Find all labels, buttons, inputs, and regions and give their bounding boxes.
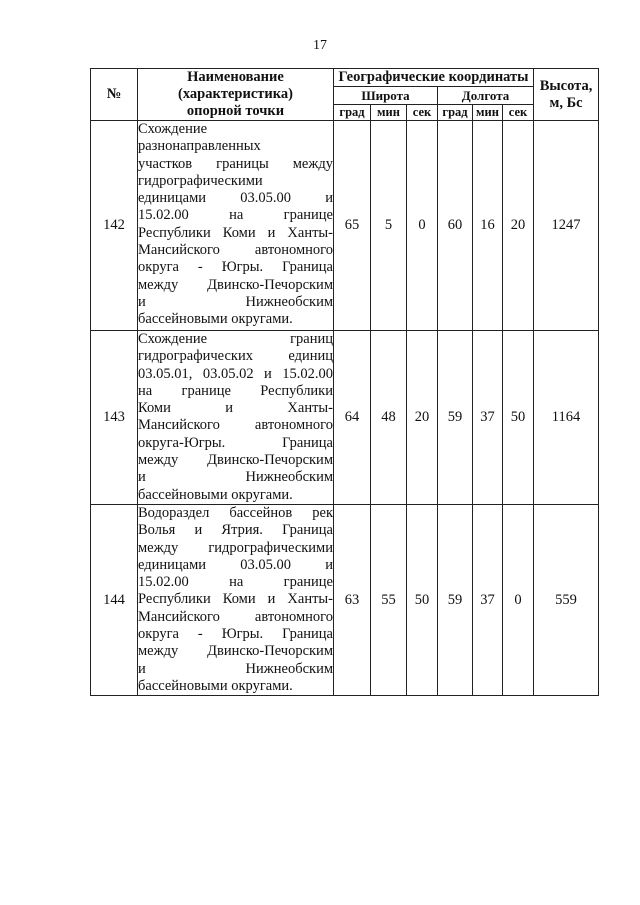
header-coordinates: Географические координаты — [334, 69, 534, 87]
desc-line: бассейновыми округами. — [138, 677, 293, 694]
desc-line: Волья и Ятрия. Граница — [138, 522, 333, 539]
lon-sec: 0 — [503, 504, 534, 695]
lon-min: 37 — [473, 331, 503, 505]
desc-line: единицами 03.05.00 и — [138, 556, 333, 573]
reference-points-table — [90, 68, 599, 696]
row-number: 144 — [91, 504, 138, 695]
row-description — [138, 504, 334, 695]
desc-line: разнонаправленных — [138, 138, 261, 155]
header-unit-lat-sec: сек — [407, 104, 438, 120]
header-unit-lon-min: мин — [473, 104, 503, 120]
desc-line: Схождение границ — [138, 331, 333, 347]
lon-deg: 59 — [438, 331, 473, 505]
header-number: № — [91, 69, 138, 121]
desc-line: участков границы между — [138, 155, 333, 172]
height-value: 1247 — [534, 121, 599, 331]
desc-line: округа - Югры. Граница — [138, 259, 333, 276]
desc-line: 03.05.01, 03.05.02 и 15.02.00 — [138, 365, 333, 382]
header-height-line: м, Бс — [549, 94, 583, 111]
desc-line: и Нижнеобским — [138, 293, 333, 310]
desc-line: Республики Коми и Ханты- — [138, 591, 333, 608]
desc-line: Коми и Ханты- — [138, 400, 333, 417]
desc-line: единицами 03.05.00 и — [138, 190, 333, 207]
header-height-line: Высота, — [539, 77, 593, 94]
desc-line: Схождение — [138, 121, 208, 137]
lat-deg: 63 — [334, 504, 371, 695]
lat-min: 48 — [371, 331, 407, 505]
table-row — [91, 504, 599, 695]
desc-line: между Двинско-Печорским — [138, 276, 333, 293]
header-unit-lon-deg: град — [438, 104, 473, 120]
lat-deg: 64 — [334, 331, 371, 505]
desc-line: на границе Республики — [138, 382, 333, 399]
header-latitude: Широта — [334, 87, 438, 104]
lat-sec: 0 — [407, 121, 438, 331]
desc-line: между Двинско-Печорским — [138, 452, 333, 469]
desc-line: гидрографическими — [138, 172, 263, 189]
lon-sec: 20 — [503, 121, 534, 331]
desc-line: и Нижнеобским — [138, 660, 333, 677]
desc-line: Республики Коми и Ханты- — [138, 224, 333, 241]
row-description — [138, 121, 334, 331]
desc-line: гидрографических единиц — [138, 348, 333, 365]
lat-deg: 65 — [334, 121, 371, 331]
height-value: 1164 — [534, 331, 599, 505]
lat-sec: 20 — [407, 331, 438, 505]
desc-line: бассейновыми округами. — [138, 486, 293, 503]
lon-sec: 50 — [503, 331, 534, 505]
table-row — [91, 331, 599, 505]
lon-deg: 59 — [438, 504, 473, 695]
lat-min: 5 — [371, 121, 407, 331]
lat-min: 55 — [371, 504, 407, 695]
row-number: 142 — [91, 121, 138, 331]
lat-sec: 50 — [407, 504, 438, 695]
desc-line: округа - Югры. Граница — [138, 626, 333, 643]
header-height — [534, 69, 599, 121]
desc-line: и Нижнеобским — [138, 469, 333, 486]
lon-min: 16 — [473, 121, 503, 331]
page-number: 17 — [313, 38, 327, 53]
row-description — [138, 331, 334, 505]
desc-line: между Двинско-Печорским — [138, 643, 333, 660]
lon-min: 37 — [473, 504, 503, 695]
height-value: 559 — [534, 504, 599, 695]
header-longitude: Долгота — [438, 87, 534, 104]
header-name — [138, 69, 334, 121]
desc-line: Мансийского автономного — [138, 242, 333, 259]
header-name-line: (характеристика) — [178, 86, 293, 102]
desc-line: бассейновыми округами. — [138, 311, 293, 328]
header-unit-lat-min: мин — [371, 104, 407, 120]
header-unit-lon-sec: сек — [503, 104, 534, 120]
desc-line: 15.02.00 на границе — [138, 207, 333, 224]
desc-line: Мансийского автономного — [138, 608, 333, 625]
lon-deg: 60 — [438, 121, 473, 331]
desc-line: Водораздел бассейнов рек — [138, 504, 333, 521]
desc-line: Мансийского автономного — [138, 417, 333, 434]
desc-line: округа-Югры. Граница — [138, 434, 333, 451]
header-name-line: Наименование — [187, 69, 284, 85]
table-row — [91, 121, 599, 331]
header-unit-lat-deg: град — [334, 104, 371, 120]
desc-line: между гидрографическими — [138, 539, 333, 556]
row-number: 143 — [91, 331, 138, 505]
header-name-line: опорной точки — [186, 103, 285, 119]
desc-line: 15.02.00 на границе — [138, 574, 333, 591]
